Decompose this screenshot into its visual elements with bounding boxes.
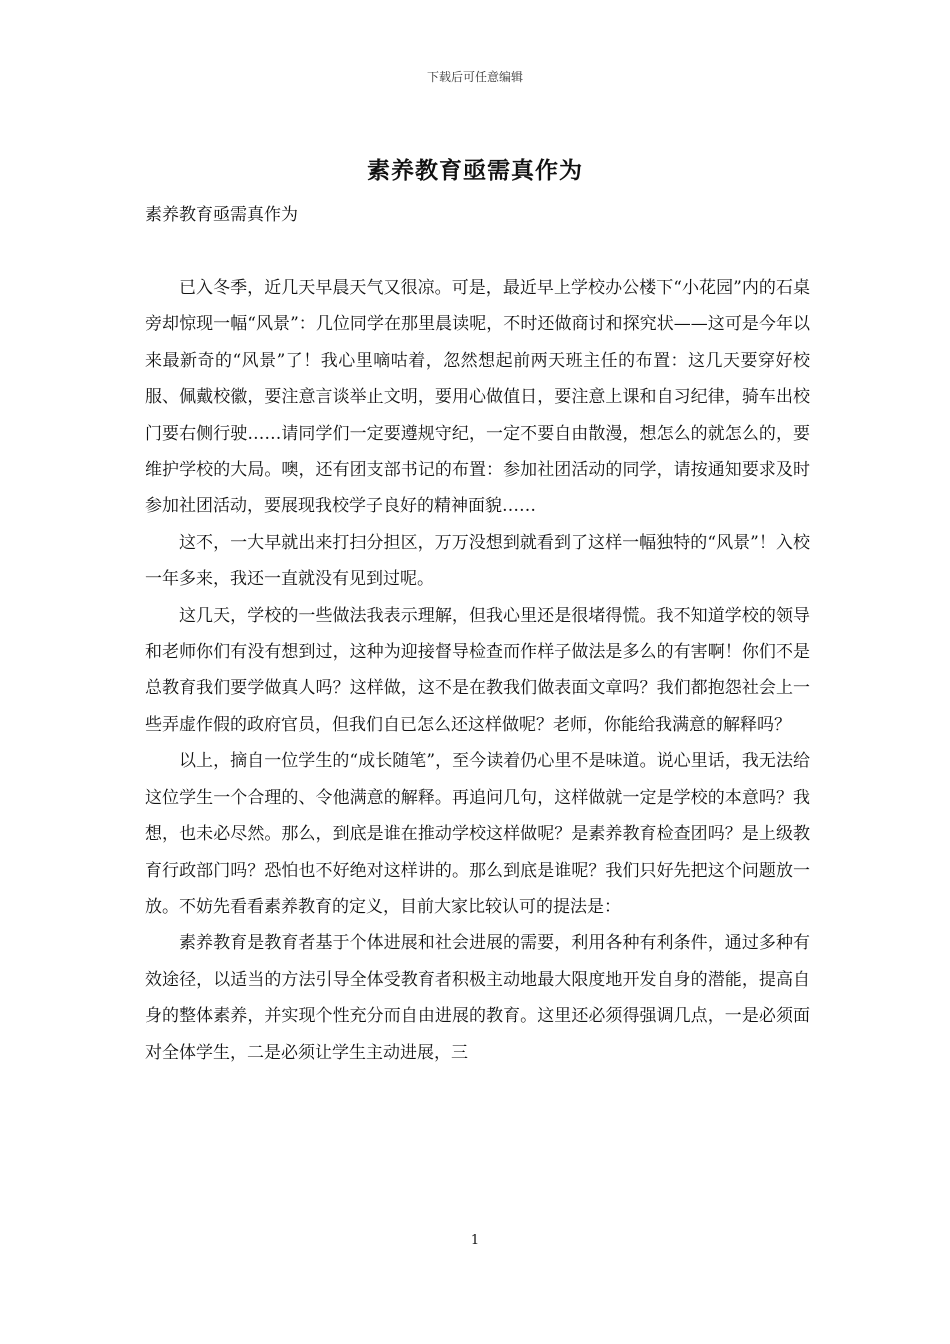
paragraph-5: 素养教育是教育者基于个体进展和社会进展的需要，利用各种有利条件，通过多种有效途径，以适当的方法引导全体受教育者积极主动地最大限度地开发自身的潜能，提高自身的整体素养，并实现个性充分而自由进展的教育。这里还必须得强调几点，一是必须面对全体学生，二是必须让学生主动进展，三 — [145, 933, 810, 1063]
paragraph-2: 这不，一大早就出来打扫分担区，万万没想到就看到了这样一幅独特的“风景”！入校一年多来，我还一直就没有见到过呢。 — [145, 532, 810, 590]
document-title: 素养教育亟需真作为 — [367, 157, 583, 184]
paragraph-3: 这几天，学校的一些做法我表示理解，但我心里还是很堵得慌。我不知道学校的领导和老师你们有没有想到过，这种为迎接督导检查而作样子做法是多么的有害啊！你们不是总教育我们要学做真人吗？这样做，这不是在教我们做表面文章吗？我们都抱怨社会上一些弄虚作假的政府官员，但我们自已怎么还这样做呢？老师，你能给我满意的解释吗？ — [145, 605, 810, 735]
header-note: 下载后可任意编辑 — [426, 70, 523, 84]
page-number: 1 — [470, 1233, 480, 1248]
paragraph-1: 已入冬季，近几天早晨天气又很凉。可是，最近早上学校办公楼下“小花园”内的石桌旁却惊现一幅“风景”：几位同学在那里晨读呢，不时还做商讨和探究状——这可是今年以来最新奇的“风景”了！我心里嘀咕着，忽然想起前两天班主任的布置：这几天要穿好校服、佩戴校徽，要注意言谈举止文明，要用心做值日，要注意上课和自习纪律，骑车出校门要右侧行驶……请同学们一定要遵规守纪，一定不要自由散漫，想怎么的就怎么的，要维护学校的大局。噢，还有团支部书记的布置：参加社团活动的同学，请按通知要求及时参加社团活动，要展现我校学子良好的精神面貌…… — [145, 278, 810, 517]
document-subtitle: 素养教育亟需真作为 — [145, 205, 298, 225]
paragraph-4: 以上，摘自一位学生的“成长随笔”，至今读着仍心里不是味道。说心里话，我无法给这位学生一个合理的、令他满意的解释。再追问几句，这样做就一定是学校的本意吗？我想，也未必尽然。那么，到底是谁在推动学校这样做呢？是素养教育检查团吗？是上级教育行政部门吗？恐怕也不好绝对这样讲的。那么到底是谁呢？我们只好先把这个问题放一放。不妨先看看素养教育的定义，目前大家比较认可的提法是： — [145, 751, 810, 917]
document-body — [145, 270, 810, 1071]
